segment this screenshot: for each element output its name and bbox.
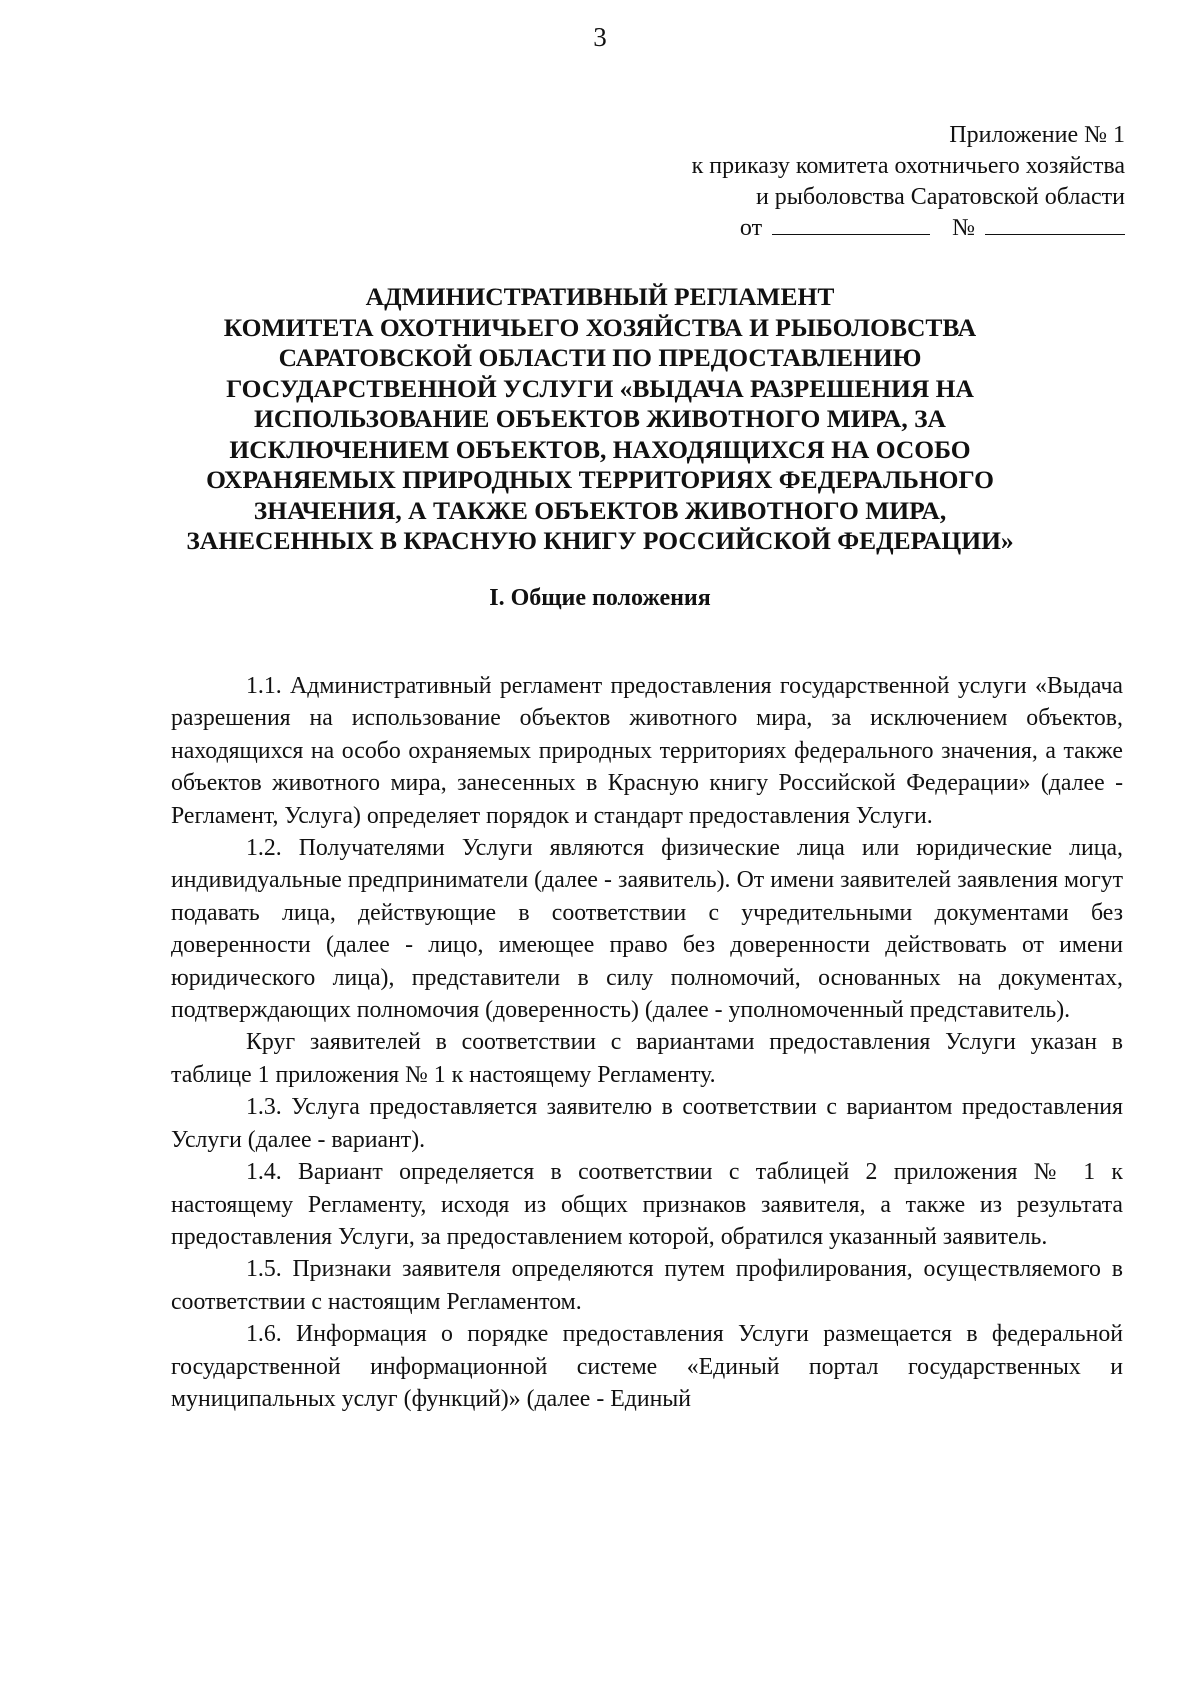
appendix-line-1: Приложение № 1 xyxy=(949,122,1125,148)
paragraph-1-5: 1.5. Признаки заявителя определяются путем профилирования, осуществляемого в соответствии с настоящим Регламентом. xyxy=(171,1256,1123,1315)
document-title xyxy=(70,282,1130,557)
page-number: 3 xyxy=(593,22,607,52)
title-line: ЗАНЕСЕННЫХ В КРАСНУЮ КНИГУ РОССИЙСКОЙ ФЕДЕРАЦИИ» xyxy=(186,526,1014,555)
paragraph-1-3: 1.3. Услуга предоставляется заявителю в соответствии с вариантом предоставления Услуги (далее - вариант). xyxy=(171,1094,1123,1153)
title-line: ИСПОЛЬЗОВАНИЕ ОБЪЕКТОВ ЖИВОТНОГО МИРА, ЗА xyxy=(254,404,946,433)
appendix-date-number-line xyxy=(692,213,1125,244)
title-line: ГОСУДАРСТВЕННОЙ УСЛУГИ «ВЫДАЧА РАЗРЕШЕНИЯ НА xyxy=(226,373,974,403)
paragraph-1-4: 1.4. Вариант определяется в соответствии с таблицей 2 приложения № 1 к настоящему Регламенту, исходя из общих признаков заявителя, а также из результата предоставления Услуги, за предоставлением которой, обратился указанный заявитель. xyxy=(171,1159,1123,1250)
title-line: ИСКЛЮЧЕНИЕМ ОБЪЕКТОВ, НАХОДЯЩИХСЯ НА ОСОБО xyxy=(229,434,971,464)
title-line: КОМИТЕТА ОХОТНИЧЬЕГО ХОЗЯЙСТВА И РЫБОЛОВСТВА xyxy=(223,312,977,342)
appendix-line-2: к приказу комитета охотничьего хозяйства xyxy=(691,153,1125,179)
title-line: ЗНАЧЕНИЯ, А ТАКЖЕ ОБЪЕКТОВ ЖИВОТНОГО МИРА, xyxy=(253,495,947,525)
section-heading: I. Общие положения xyxy=(489,585,711,611)
appendix-line-3: и рыболовства Саратовской области xyxy=(755,184,1125,210)
title-line: САРАТОВСКОЙ ОБЛАСТИ ПО ПРЕДОСТАВЛЕНИЮ xyxy=(278,343,922,372)
number-label: № xyxy=(952,215,975,241)
number-blank xyxy=(985,214,1125,235)
title-line: ОХРАНЯЕМЫХ ПРИРОДНЫХ ТЕРРИТОРИЯХ ФЕДЕРАЛЬНОГО xyxy=(206,465,994,494)
paragraph-1-6: 1.6. Информация о порядке предоставления Услуги размещается в федеральной государственной информационной системе «Единый портал государственных и муниципальных услуг (функций)» (далее - Единый xyxy=(171,1321,1123,1412)
paragraph-applicants: Круг заявителей в соответствии с вариантами предоставления Услуги указан в таблице 1 приложения № 1 к настоящему Регламенту. xyxy=(171,1029,1123,1088)
paragraph-1-2: 1.2. Получателями Услуги являются физические лица или юридические лица, индивидуальные предприниматели (далее - заявитель). От имени заявителей заявления могут подавать лица, действующие в соответствии с учредительными документами без доверенности (далее - лицо, имеющее право без доверенности действовать от имени юридического лица), представители в силу полномочий, основанных на документах, подтверждающих полномочия (доверенность) (далее - уполномоченный представитель). xyxy=(171,835,1123,1024)
appendix-block xyxy=(692,120,1125,244)
paragraph-1-1: 1.1. Административный регламент предоставления государственной услуги «Выдача разрешения на использование объектов животного мира, за исключением объектов, находящихся на особо охраняемых природных территориях федерального значения, а также объектов животного мира, занесенных в Красную книгу Российской Федерации» (далее - Регламент, Услуга) определяет порядок и стандарт предоставления Услуги. xyxy=(171,673,1123,829)
from-label: от xyxy=(739,215,763,241)
document-body xyxy=(171,670,1123,1415)
title-line: АДМИНИСТРАТИВНЫЙ РЕГЛАМЕНТ xyxy=(365,282,835,311)
date-blank xyxy=(772,214,930,235)
